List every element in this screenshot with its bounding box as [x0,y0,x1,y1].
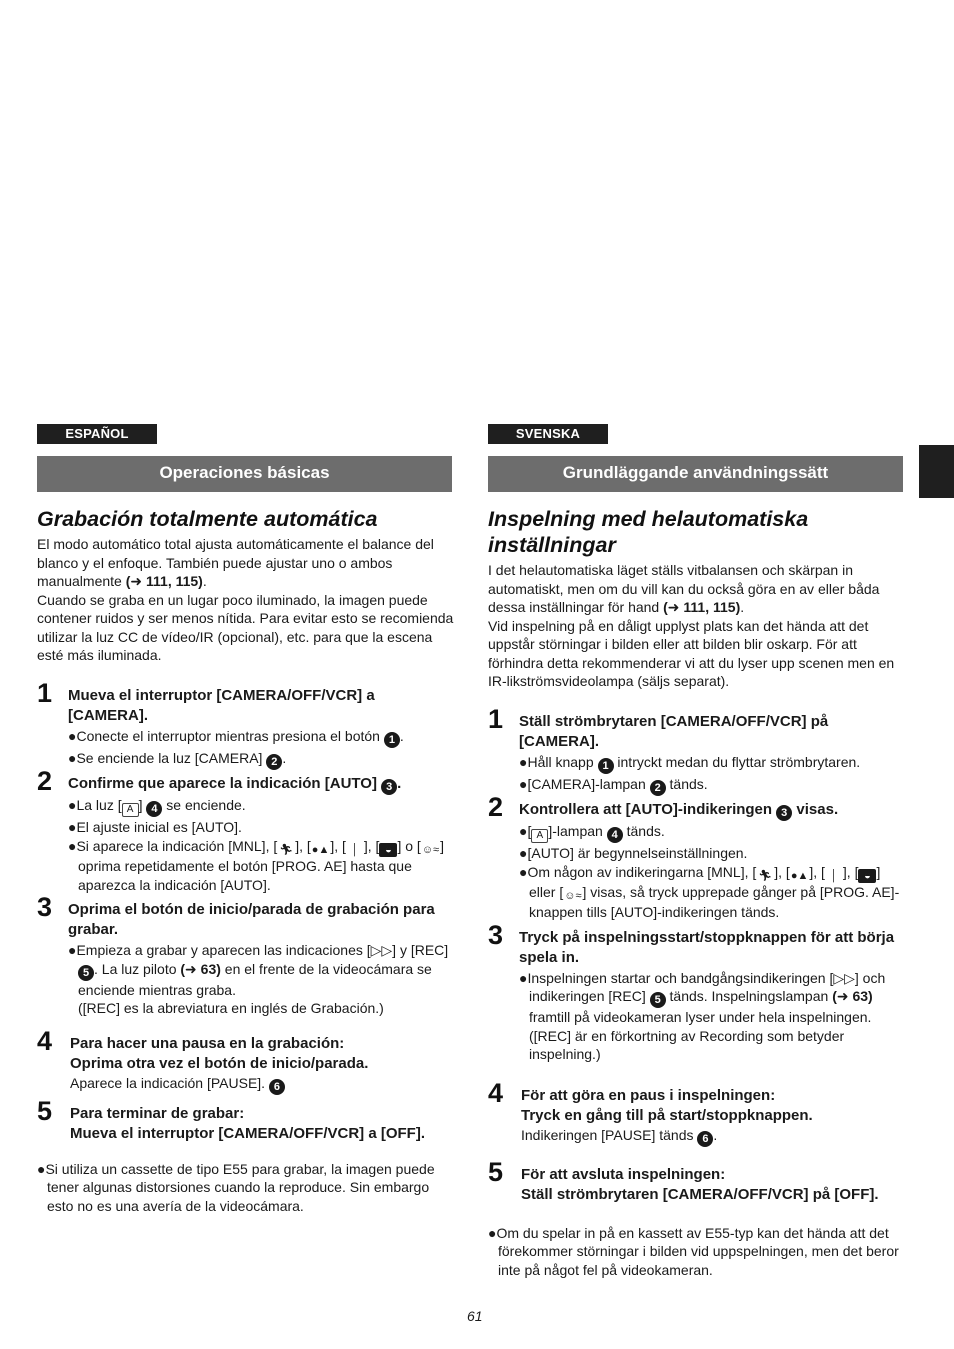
step-text-content: Aparece la indicación [PAUSE]. [70,1074,269,1091]
page-reference: (➜ 111, 115) [125,573,203,589]
surf-snow-mode-icon: ☺≈ [564,890,582,902]
section-header-swedish: Grundläggande användningssätt [488,456,903,492]
bullet-text: ], [ [842,864,859,880]
step-number: 4 [37,1025,53,1056]
bullet-text: tänds. [622,822,665,839]
step-title: Tryck en gång till på start/stoppknappen. [521,1106,813,1124]
step-title: För att göra en paus i inspelningen: [521,1086,776,1104]
punctuation: . [202,573,207,589]
bullet-text: ], [ [809,864,825,880]
page-title-swedish [488,506,906,558]
bullet-text: Se enciende la luz [CAMERA] [76,749,267,766]
bullet-text: tänds. Inspelningslampan [665,988,833,1004]
page-title-spanish: Grabación totalmente automática [37,507,378,531]
bullet-item: ●[AUTO] är begynnelseinställningen. [519,844,748,861]
bullet-item: ●[ A ]-lampan 4 tänds. [519,822,665,841]
bullet-text: [ [527,822,532,839]
bullet-item: ●Se enciende la luz [CAMERA] 2 . [68,749,287,768]
step-3 [37,892,455,1018]
step-number: 5 [488,1156,504,1187]
punctuation: . [399,727,404,744]
step-4 [37,1025,455,1095]
auto-mode-icon: A [531,829,548,843]
title-line: Inspelning med helautomatiska [488,507,809,531]
step-text [70,1074,455,1095]
step-title-text: Confirme que aparece la indicación [AUTO] [68,774,382,792]
step-title: Oprima otra vez el botón de inicio/parada. [70,1054,369,1072]
bullet-text: Conecte el interruptor mientras presiona el botón [76,727,384,744]
bullet-text: ] o [ [397,838,421,854]
spotlight-mode-icon: ◒ [379,843,397,857]
callout-number-icon: 4 [607,827,623,843]
language-label-spanish: ESPAÑOL [37,424,157,444]
step-title: Oprima el botón de inicio/parada de grabación para grabar. [68,901,435,938]
step-title: Mueva el interruptor [CAMERA/OFF/VCR] a [OFF]. [70,1124,426,1142]
step-number: 1 [488,703,504,734]
step-5 [488,1156,906,1205]
bullet-text: se enciende. [162,796,246,813]
step-number: 4 [488,1077,504,1108]
punctuation: . [282,749,287,766]
bullet-text: ] visas, så tryck upprepade gånger på [PROG. AE]-knappen tills [AUTO]-indikeringen tänds. [529,884,900,920]
step-title: Para terminar de grabar: [70,1104,245,1122]
bullet-text: en el frente de la videocámara se enciende mientras graba. [78,960,432,998]
bullet-item: ●[CAMERA]-lampan 2 tänds. [519,775,708,794]
bullet-text: El ajuste inicial es [AUTO]. [76,818,242,835]
bullet-text: ], [ [330,838,346,854]
step-number: 2 [37,765,53,796]
step-title [519,800,906,821]
step-1 [488,703,906,796]
callout-number-icon: 5 [650,992,666,1008]
callout-number-icon: 2 [266,754,282,770]
surf-snow-mode-icon: ☺≈ [421,844,440,856]
bullet-text: ], [ [363,838,380,854]
callout-number-icon: 6 [697,1131,713,1147]
step-2 [37,765,455,895]
sports-mode-icon: 🏃︎ [279,844,294,856]
step-4 [488,1077,906,1147]
language-label-swedish: SVENSKA [488,424,608,444]
callout-number-icon: 1 [598,758,614,774]
step-number: 2 [488,791,504,822]
sports-mode-icon: 🏃︎ [758,870,773,882]
callout-number-icon: 5 [78,965,94,981]
bullet-text: Empieza a grabar y aparecen las indicaciones [▷▷] y [REC] [76,942,449,958]
column-swedish [488,506,906,1279]
bullet-text: Håll knapp [527,753,598,770]
callout-number-icon: 6 [269,1079,285,1095]
step-title-text: visas. [792,800,839,818]
bullet-text: intryckt medan du flyttar strömbrytaren. [613,753,861,770]
note-spanish: ●Si utiliza un cassette de tipo E55 para grabar, la imagen puede tener algunas distorsiones cuando la reproduce. Sin embargo esto no es una avería de la videocámara. [37,1160,435,1214]
bullet-item: ●Om någon av indikeringarna [MNL], [ 🏃︎ ], [●▲], [ │ ], [ ◒ ] eller [☺≈] visas, så tryck upprepade gånger på [PROG. AE]-knappen tills [AUTO]-indikeringen tänds. [519,864,900,920]
low-light-mode-icon: │ [830,870,838,882]
note-text: Si utiliza un cassette de tipo E55 para grabar, la imagen puede tener algunas distorsiones cuando la reproduce. Sin embargo esto no es una avería de la videocámara. [45,1160,435,1214]
bullet-text: ([REC] es la abreviatura en inglés de Grabación.) [78,1000,384,1016]
bullet-item: ●La luz [ A ] 4 se enciende. [68,796,246,815]
step-title-text: Kontrollera att [AUTO]-indikeringen [519,800,777,818]
auto-mode-icon: A [122,803,139,817]
callout-number-icon: 3 [381,779,397,795]
bullet-text: ], [ [295,838,311,854]
punctuation: . [397,774,402,792]
step-2 [488,791,906,922]
note-swedish: ●Om du spelar in på en kassett av E55-typ kan det hända att det förekommer störningar i bilden vid uppspelningen, men det beror inte på något fel på videokameran. [488,1224,899,1278]
portrait-mode-icon: ●▲ [790,870,809,882]
step-title: Mueva el interruptor [CAMERA/OFF/VCR] a [CAMERA]. [68,686,375,724]
bullet-text: Inspelningen startar och bandgångsindikeringen [▷▷] och indikeringen [REC] [527,969,886,1004]
step-title: Tryck på inspelningsstart/stoppknappen för att börja spela in. [519,928,895,966]
page-reference: (➜ 63) [832,988,873,1004]
note-text: Om du spelar in på en kassett av E55-typ kan det hända att det förekommer störningar i bilden vid uppspelningen, men det beror inte på något fel på videokameran. [496,1224,899,1278]
bullet-text: ] oprima repetidamente el botón [PROG. AE] hasta que aparezca la indicación [AUTO]. [78,838,444,893]
step-text [521,1126,906,1147]
bullet-text: Si aparece la indicación [MNL], [ [76,838,278,854]
page-number: 61 [467,1308,483,1324]
intro-text: Vid inspelning på en dåligt upplyst plats kan det hända att det uppstår störningar i bilden eller att bilden blir oskarp. För att förhindra detta rekommenderar vi att du lyser upp scenen men en IR-likströmsvideolampa (säljs separat). [488,617,895,689]
intro-text: I det helautomatiska läget ställs vitbalansen och skärpan in automatiskt, men om du vill kan du också göra en av eller båda dessa inställningar för hand [488,562,880,615]
bullet-text: Om någon av indikeringarna [MNL], [ [527,864,757,880]
bullet-text: . La luz piloto [94,960,181,977]
step-title: Para hacer una pausa en la grabación: [70,1034,345,1052]
step-number: 3 [488,919,504,950]
callout-number-icon: 2 [650,780,666,796]
punctuation: . [740,599,745,615]
intro-spanish [37,535,455,665]
title-line: inställningar [488,533,616,557]
step-1 [37,677,455,770]
bullet-text: ([REC] är en förkortning av Recording som betyder inspelning.) [529,1027,845,1062]
page-reference: (➜ 63) [180,960,221,977]
step-title: Ställ strömbrytaren [CAMERA/OFF/VCR] på [OFF]. [521,1185,879,1203]
step-title: Ställ strömbrytaren [CAMERA/OFF/VCR] på [CAMERA]. [519,712,829,750]
column-spanish [37,506,455,1215]
callout-number-icon: 3 [776,805,792,821]
bullet-item: ●El ajuste inicial es [AUTO]. [68,818,242,835]
intro-text: El modo automático total ajusta automáticamente el balance del blanco y el enfoque. También puede ajustar uno o ambos manualmente [37,536,434,589]
step-title: För att avsluta inspelningen: [521,1165,726,1183]
step-5 [37,1095,455,1144]
callout-number-icon: 1 [384,732,400,748]
spotlight-mode-icon: ◒ [858,869,876,883]
bullet-text: ] eller [ [529,864,881,900]
step-3 [488,919,906,1064]
callout-number-icon: 4 [146,801,162,817]
bullet-text: [CAMERA]-lampan [527,775,650,792]
low-light-mode-icon: │ [351,844,359,856]
step-number: 5 [37,1095,53,1126]
bullet-item: ●Empieza a grabar y aparecen las indicaciones [▷▷] y [REC] 5 . La luz piloto (➜ 63) en el frente de la videocámara se enciende mientras graba. ([REC] es la abreviatura en inglés de Grabación.) [68,942,449,1016]
bullet-text: La luz [ [76,796,122,813]
punctuation: . [713,1126,718,1143]
intro-swedish [488,561,906,691]
bullet-item: ●Conecte el interruptor mientras presiona el botón 1 . [68,727,404,746]
step-title [68,774,455,795]
bullet-text: ]-lampan [548,822,607,839]
intro-text: Cuando se graba en un lugar poco iluminado, la imagen puede contener ruidos y ser menos nítida. Para evitar esto se recomienda utilizar la luz CC de vídeo/IR (opcional), etc. para que la escena esté más iluminada. [37,591,454,663]
bullet-item: ●Inspelningen startar och bandgångsindikeringen [▷▷] och indikeringen [REC] 5 tänds. Inspelningslampan (➜ 63) framtill på videokameran lyser under hela inspelningen. ([REC] är en förkortning av Recording som betyder inspelning.) [519,969,886,1062]
step-number: 1 [37,677,53,708]
bullet-text: [AUTO] är begynnelseinställningen. [527,844,748,861]
bullet-text: ] [138,796,147,813]
bullet-text: tänds. [665,775,708,792]
bullet-text: framtill på videokameran lyser under hela inspelningen. [529,1009,872,1025]
step-number: 3 [37,892,53,922]
bullet-item: ●Si aparece la indicación [MNL], [ 🏃︎ ], [●▲], [ │ ], [ ◒ ] o [☺≈] oprima repetidamente el botón [PROG. AE] hasta que aparezca la indicación [AUTO]. [68,838,444,893]
portrait-mode-icon: ●▲ [311,844,330,856]
page-reference: (➜ 111, 115) [663,599,741,615]
edge-tab-marker [919,445,954,498]
section-header-spanish: Operaciones básicas [37,456,452,492]
bullet-text: ], [ [774,864,790,880]
bullet-item: ●Håll knapp 1 intryckt medan du flyttar strömbrytaren. [519,753,861,772]
step-text-content: Indikeringen [PAUSE] tänds [521,1126,698,1143]
